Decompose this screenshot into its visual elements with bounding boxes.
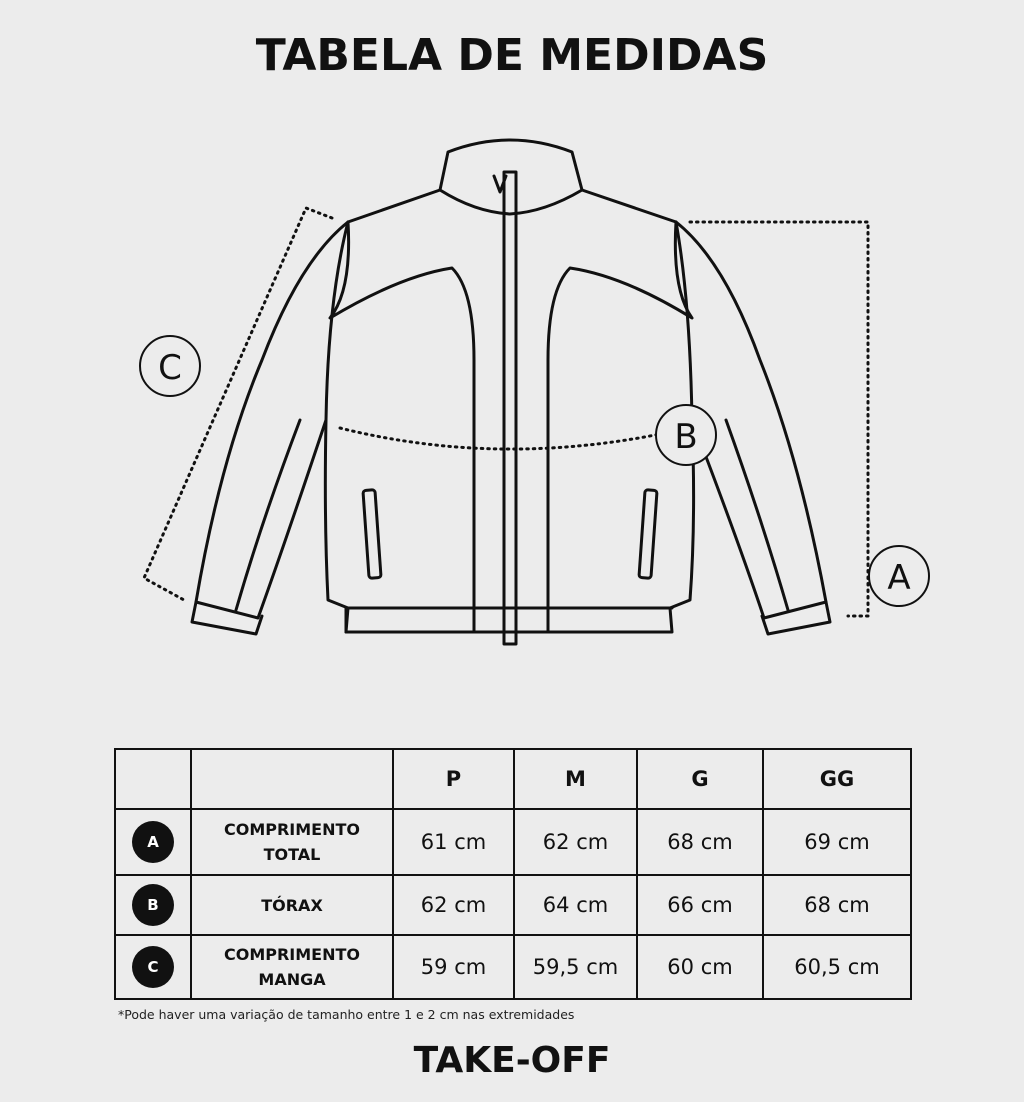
value-cell: 64 cm: [514, 875, 637, 935]
svg-text:A: A: [887, 558, 911, 598]
marker-b: [656, 405, 716, 465]
value-cell: 66 cm: [637, 875, 763, 935]
value-cell: 59 cm: [393, 935, 514, 999]
jacket-right-pocket: [639, 490, 657, 579]
table-row: [115, 809, 911, 875]
value-cell: 60,5 cm: [763, 935, 911, 999]
size-g-header: G: [637, 749, 763, 809]
size-table: [114, 748, 912, 1000]
value-cell: 62 cm: [393, 875, 514, 935]
value-cell: 68 cm: [637, 809, 763, 875]
page-title: TABELA DE MEDIDAS: [255, 30, 769, 81]
row-label: COMPRIMENTO MANGA: [191, 935, 393, 999]
value-cell: 61 cm: [393, 809, 514, 875]
row-badge: C: [132, 946, 174, 988]
value-cell: 60 cm: [637, 935, 763, 999]
measure-a-line: [690, 222, 868, 616]
size-m-header: M: [514, 749, 637, 809]
row-badge: B: [132, 884, 174, 926]
jacket-left-pocket: [363, 490, 381, 579]
row-label: COMPRIMENTO TOTAL: [191, 809, 393, 875]
table-row: [115, 935, 911, 999]
size-gg-header: GG: [763, 749, 911, 809]
svg-text:B: B: [674, 417, 698, 457]
value-cell: 69 cm: [763, 809, 911, 875]
brand-logo-text: TAKE-OFF: [413, 1040, 611, 1081]
value-cell: 68 cm: [763, 875, 911, 935]
row-badge: A: [132, 821, 174, 863]
measure-c-line: [144, 208, 332, 600]
svg-text:C: C: [158, 348, 182, 388]
size-p-header: P: [393, 749, 514, 809]
table-row: [115, 875, 911, 935]
header-empty-cell: [115, 749, 191, 809]
jacket-collar: [440, 140, 582, 214]
jacket-zipper: [504, 172, 516, 644]
header-label-cell: [191, 749, 393, 809]
marker-c: [140, 336, 200, 396]
size-header-row: [115, 749, 911, 809]
row-label: TÓRAX: [191, 875, 393, 935]
value-cell: 59,5 cm: [514, 935, 637, 999]
marker-a: [869, 546, 929, 606]
footnote: *Pode haver uma variação de tamanho entre 1 e 2 cm nas extremidades: [118, 1007, 575, 1022]
value-cell: 62 cm: [514, 809, 637, 875]
